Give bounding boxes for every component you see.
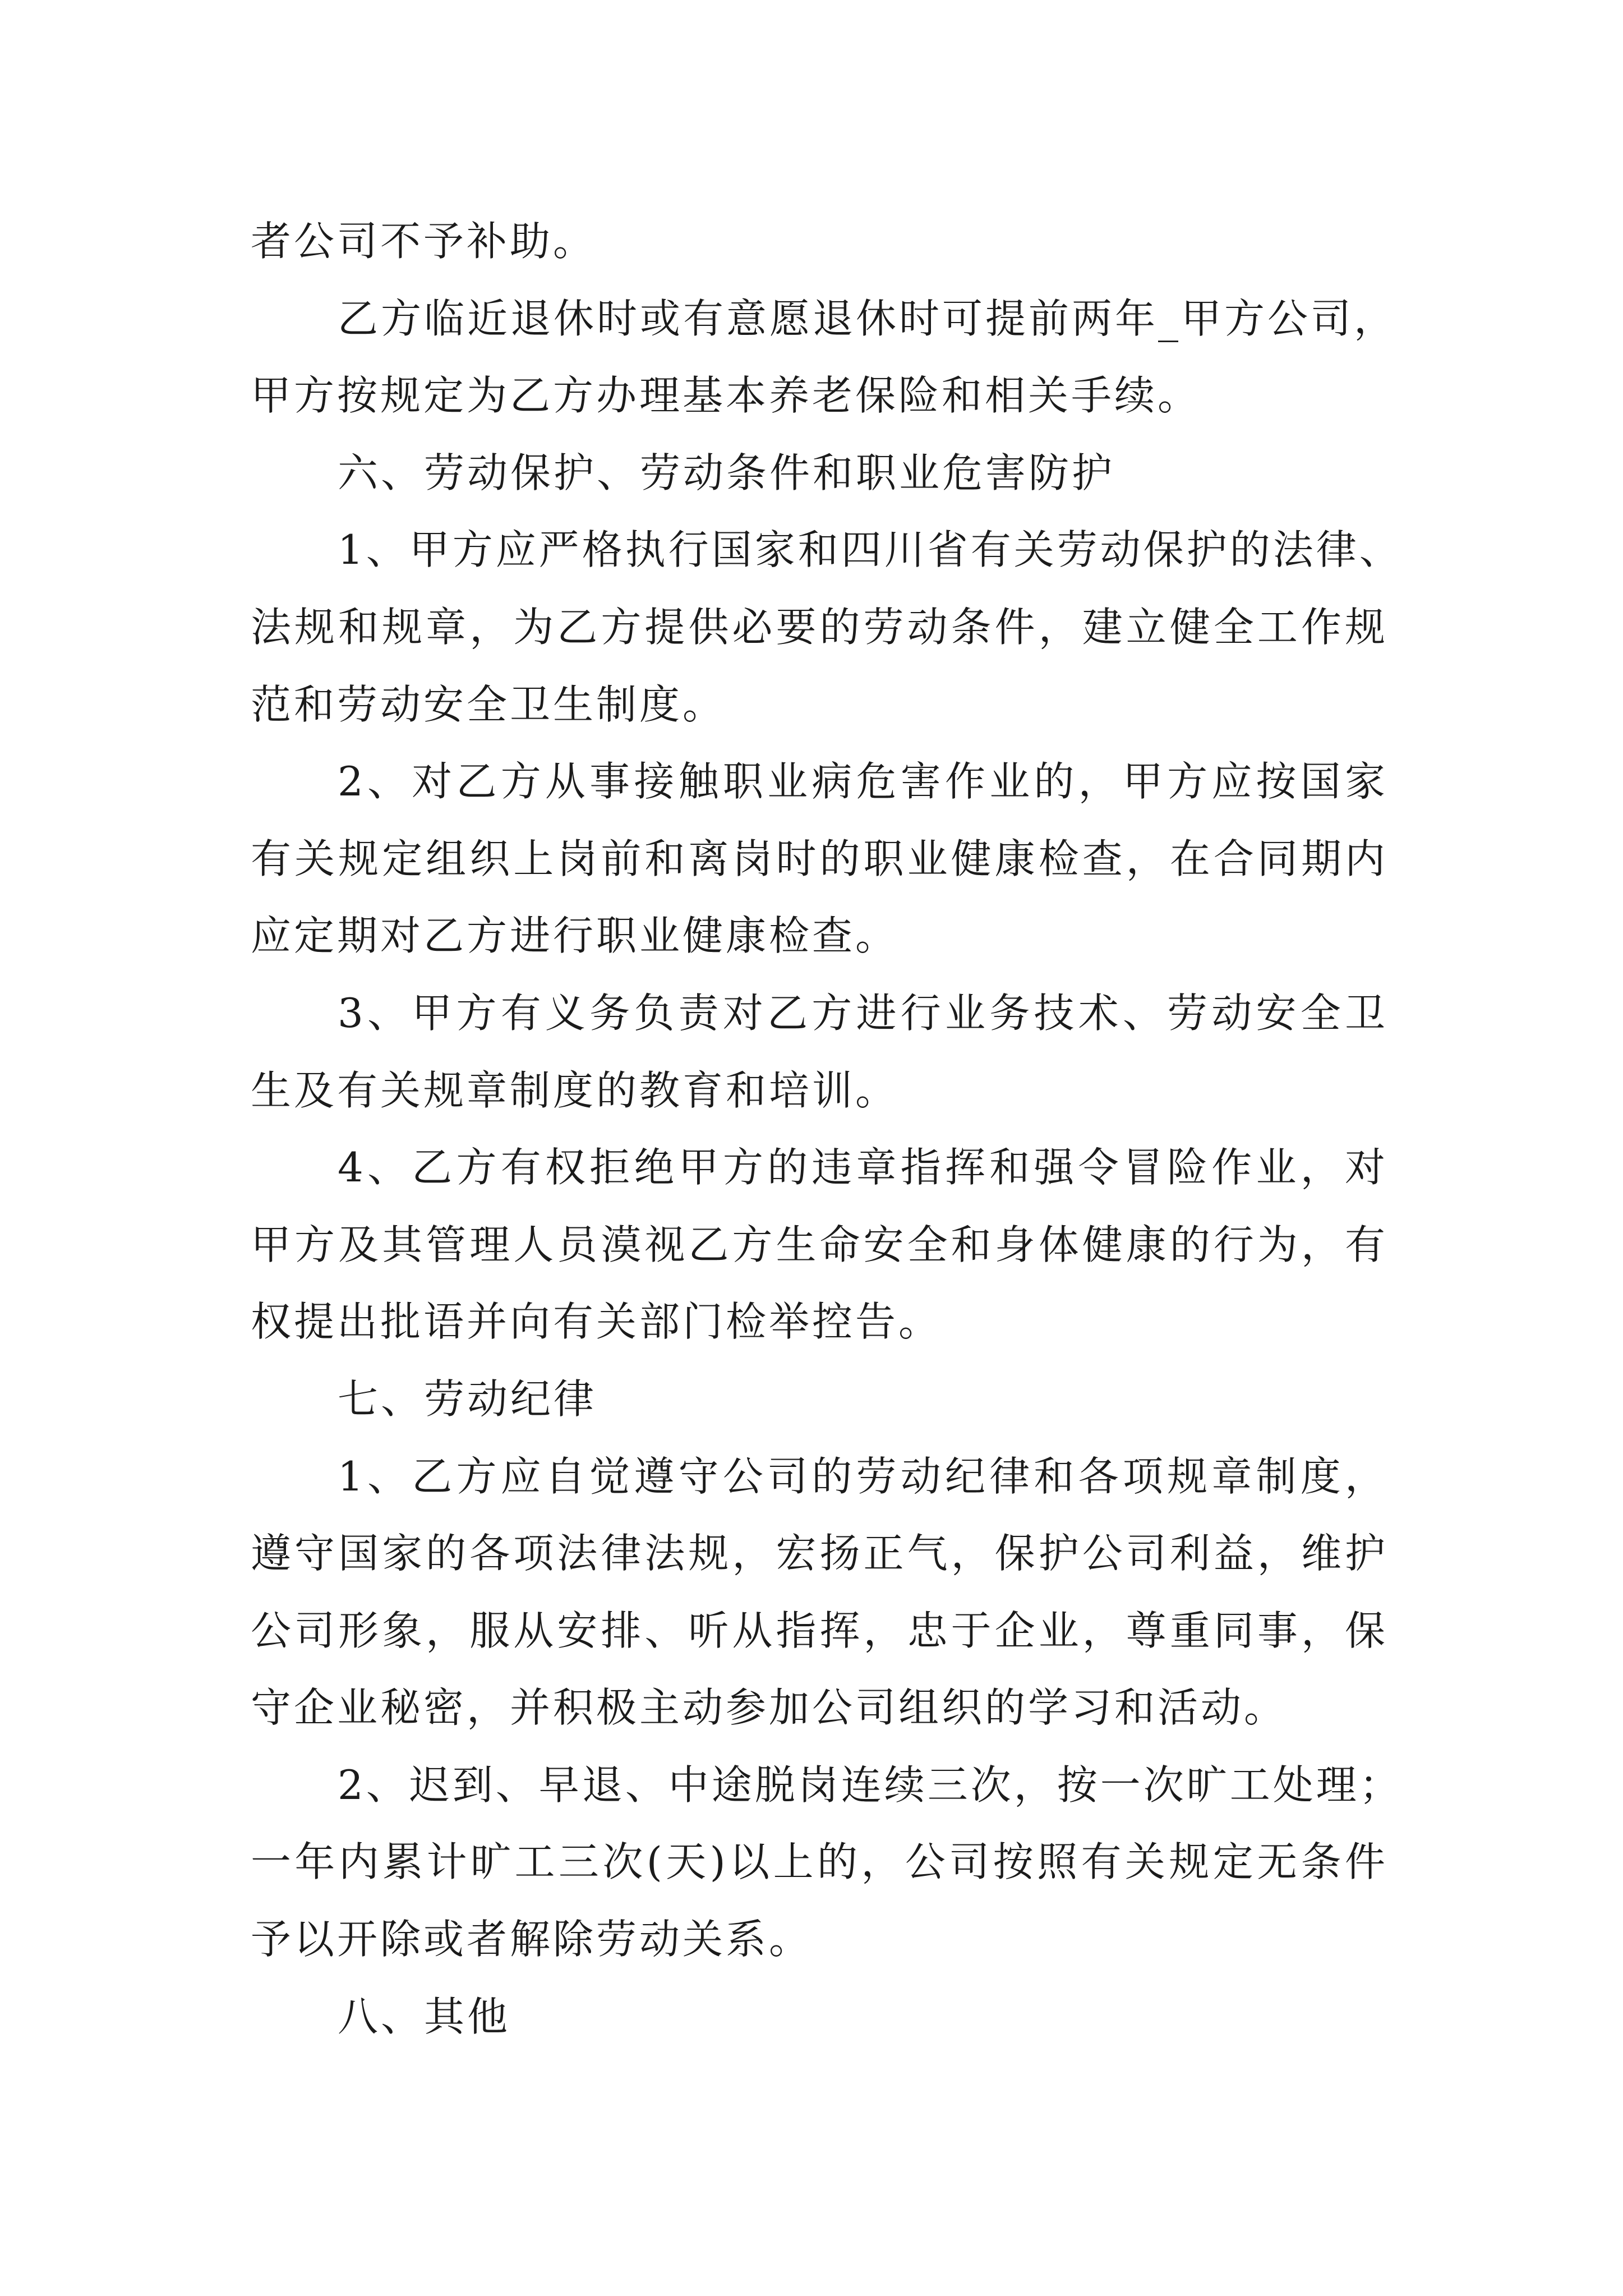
clause-paragraph xyxy=(251,743,1388,975)
section-heading xyxy=(251,1978,1388,2056)
clause-paragraph xyxy=(251,975,1388,1129)
text-line: 3、甲方有义务负责对乙方进行业务技术、劳动安全卫 xyxy=(338,989,1388,1037)
text-line: 守企业秘密，并积极主动参加公司组织的学习和活动。 xyxy=(251,1684,1288,1732)
text-line: 范和劳动安全卫生制度。 xyxy=(251,680,726,728)
clause-paragraph xyxy=(251,1129,1388,1361)
text-line: 1、乙方应自觉遵守公司的劳动纪律和各项规章制度， xyxy=(338,1452,1388,1500)
text-line: 有关规定组织上岗前和离岗时的职业健康检查，在合同期内 xyxy=(251,835,1388,882)
section-heading-text: 七、劳动纪律 xyxy=(338,1375,597,1423)
text-line: 权提出批语并向有关部门检举控告。 xyxy=(251,1298,942,1346)
text-line: 者公司不予补助。 xyxy=(251,218,597,265)
text-line: 甲方按规定为乙方办理基本养老保险和相关手续。 xyxy=(251,372,1201,420)
text-line: 2、迟到、早退、中途脱岗连续三次，按一次旷工处理； xyxy=(338,1761,1403,1809)
paragraph-retirement xyxy=(251,280,1398,435)
text-line: 生及有关规章制度的教育和培训。 xyxy=(251,1066,899,1114)
clause-paragraph xyxy=(251,1747,1403,1978)
text-line: 遵守国家的各项法律法规，宏扬正气，保护公司利益，维护 xyxy=(251,1530,1388,1577)
text-line: 甲方及其管理人员漠视乙方生命安全和身体健康的行为，有 xyxy=(251,1221,1388,1268)
text-line: 4、乙方有权拒绝甲方的违章指挥和强令冒险作业，对 xyxy=(338,1144,1388,1191)
text-line: 乙方临近退休时或有意愿退休时可提前两年_甲方公司， xyxy=(338,295,1398,342)
text-line: 2、对乙方从事接触职业病危害作业的，甲方应按国家 xyxy=(338,758,1388,806)
text-line: 应定期对乙方进行职业健康检查。 xyxy=(251,912,899,960)
clause-paragraph xyxy=(251,512,1403,743)
text-line: 予以开除或者解除劳动关系。 xyxy=(251,1916,813,1963)
clause-paragraph xyxy=(251,1438,1388,1747)
section-heading xyxy=(251,1361,1388,1438)
section-heading-text: 六、劳动保护、劳动条件和职业危害防护 xyxy=(338,449,1115,496)
continued-paragraph xyxy=(251,203,1388,280)
text-line: 一年内累计旷工三次(天)以上的，公司按照有关规定无条件 xyxy=(251,1838,1388,1886)
text-line: 公司形象，服从安排、听从指挥，忠于企业，尊重同事，保 xyxy=(251,1607,1388,1654)
section-heading-text: 八、其他 xyxy=(338,1993,511,2040)
section-heading xyxy=(251,435,1388,512)
document-body xyxy=(251,203,1403,2055)
text-line: 1、甲方应严格执行国家和四川省有关劳动保护的法律、 xyxy=(338,526,1403,574)
text-line: 法规和规章，为乙方提供必要的劳动条件，建立健全工作规 xyxy=(251,603,1388,651)
